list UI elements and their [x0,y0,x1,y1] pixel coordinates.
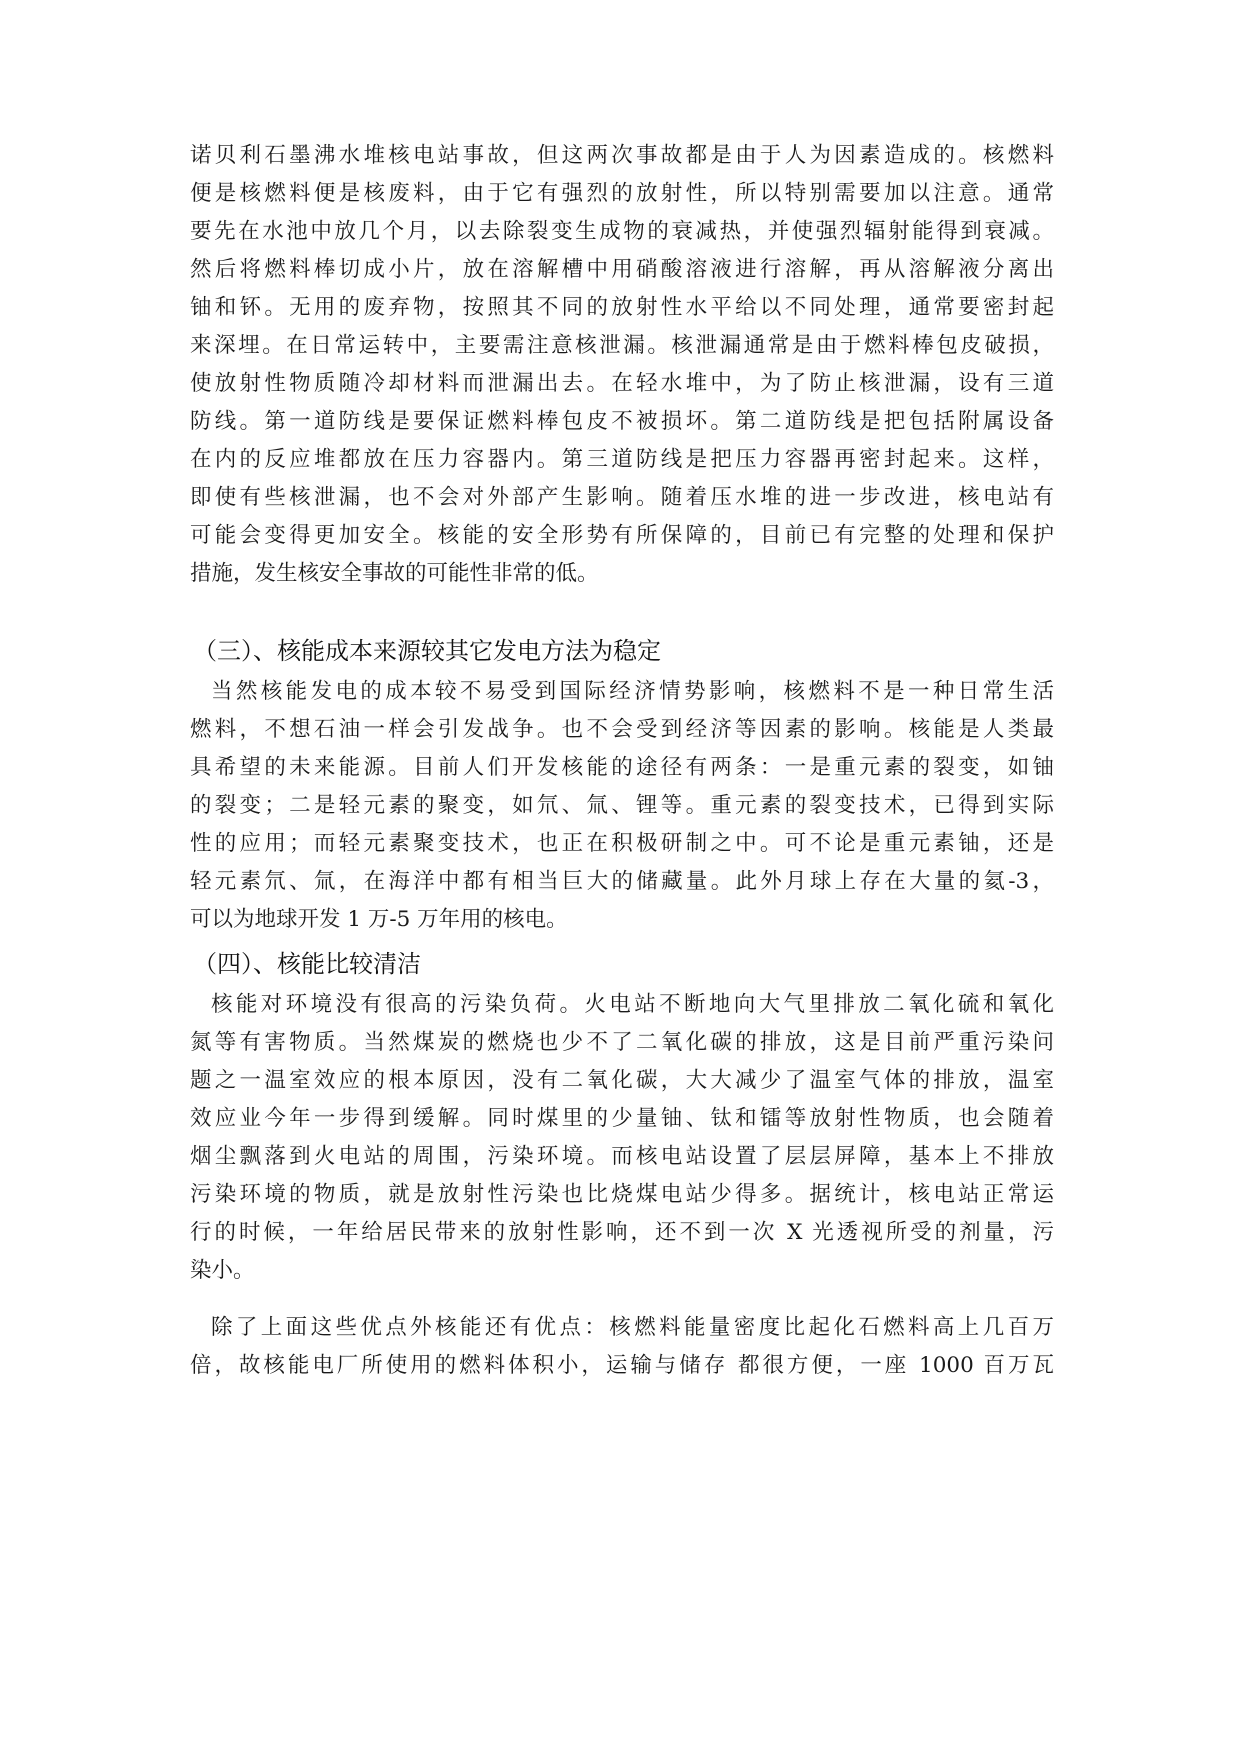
text-line: 倍，故核能电厂所使用的燃料体积小，运输与储存 都很方便，一座 1000 百万瓦 [190,1353,1054,1378]
text-line: 使放射性物质随冷却材料而泄漏出去。在轻水堆中，为了防止核泄漏，设有三道 [190,371,1054,396]
text-line: 轻元素氘、氚，在海洋中都有相当巨大的储藏量。此外月球上存在大量的氦-3， [190,869,1054,894]
section-heading-cost: （三）、核能成本来源较其它发电方法为稳定 [193,637,661,665]
text-line: 具希望的未来能源。目前人们开发核能的途径有两条：一是重元素的裂变，如铀 [190,755,1054,780]
text-line: 性的应用；而轻元素聚变技术，也正在积极研制之中。可不论是重元素铀，还是 [190,831,1054,856]
text-line: 然后将燃料棒切成小片，放在溶解槽中用硝酸溶液进行溶解，再从溶解液分离出 [190,257,1054,282]
text-line: 烟尘飘落到火电站的周围，污染环境。而核电站设置了层层屏障，基本上不排放 [190,1144,1054,1169]
text-line: 在内的反应堆都放在压力容器内。第三道防线是把压力容器再密封起来。这样， [190,447,1054,472]
text-line: 当然核能发电的成本较不易受到国际经济情势影响，核燃料不是一种日常生活 [211,679,1054,704]
text-line: 可以为地球开发 1 万-5 万年用的核电。 [190,907,568,932]
text-line: 来深埋。在日常运转中，主要需注意核泄漏。核泄漏通常是由于燃料棒包皮破损， [190,333,1054,358]
text-line: 防线。第一道防线是要保证燃料棒包皮不被损坏。第二道防线是把包括附属设备 [190,409,1054,434]
text-line: 措施，发生核安全事故的可能性非常的低。 [190,561,599,586]
text-line: 铀和钚。无用的废弃物，按照其不同的放射性水平给以不同处理，通常要密封起 [190,295,1054,320]
text-line: 氮等有害物质。当然煤炭的燃烧也少不了二氧化碳的排放，这是目前严重污染问 [190,1030,1054,1055]
text-line: 即使有些核泄漏，也不会对外部产生影响。随着压水堆的进一步改进，核电站有 [190,485,1054,510]
text-line: 燃料，不想石油一样会引发战争。也不会受到经济等因素的影响。核能是人类最 [190,717,1054,742]
text-line: 行的时候，一年给居民带来的放射性影响，还不到一次 X 光透视所受的剂量，污 [190,1220,1054,1245]
text-line: 可能会变得更加安全。核能的安全形势有所保障的，目前已有完整的处理和保护 [190,523,1054,548]
section-heading-clean: （四）、核能比较清洁 [193,950,421,978]
text-line: 污染环境的物质，就是放射性污染也比烧煤电站少得多。据统计，核电站正常运 [190,1182,1054,1207]
text-line: 要先在水池中放几个月，以去除裂变生成物的衰减热，并使强烈辐射能得到衰减。 [190,219,1054,244]
text-line: 核能对环境没有很高的污染负荷。火电站不断地向大气里排放二氧化硫和氧化 [211,992,1054,1017]
text-line: 的裂变；二是轻元素的聚变，如氘、氚、锂等。重元素的裂变技术，已得到实际 [190,793,1054,818]
text-line: 便是核燃料便是核废料，由于它有强烈的放射性，所以特别需要加以注意。通常 [190,181,1054,206]
text-line: 除了上面这些优点外核能还有优点：核燃料能量密度比起化石燃料高上几百万 [211,1315,1054,1340]
text-line: 染小。 [190,1258,255,1283]
text-line: 效应业今年一步得到缓解。同时煤里的少量铀、钛和镭等放射性物质，也会随着 [190,1106,1054,1131]
text-line: 题之一温室效应的根本原因，没有二氧化碳，大大减少了温室气体的排放，温室 [190,1068,1054,1093]
text-line: 诺贝利石墨沸水堆核电站事故，但这两次事故都是由于人为因素造成的。核燃料 [190,143,1054,168]
